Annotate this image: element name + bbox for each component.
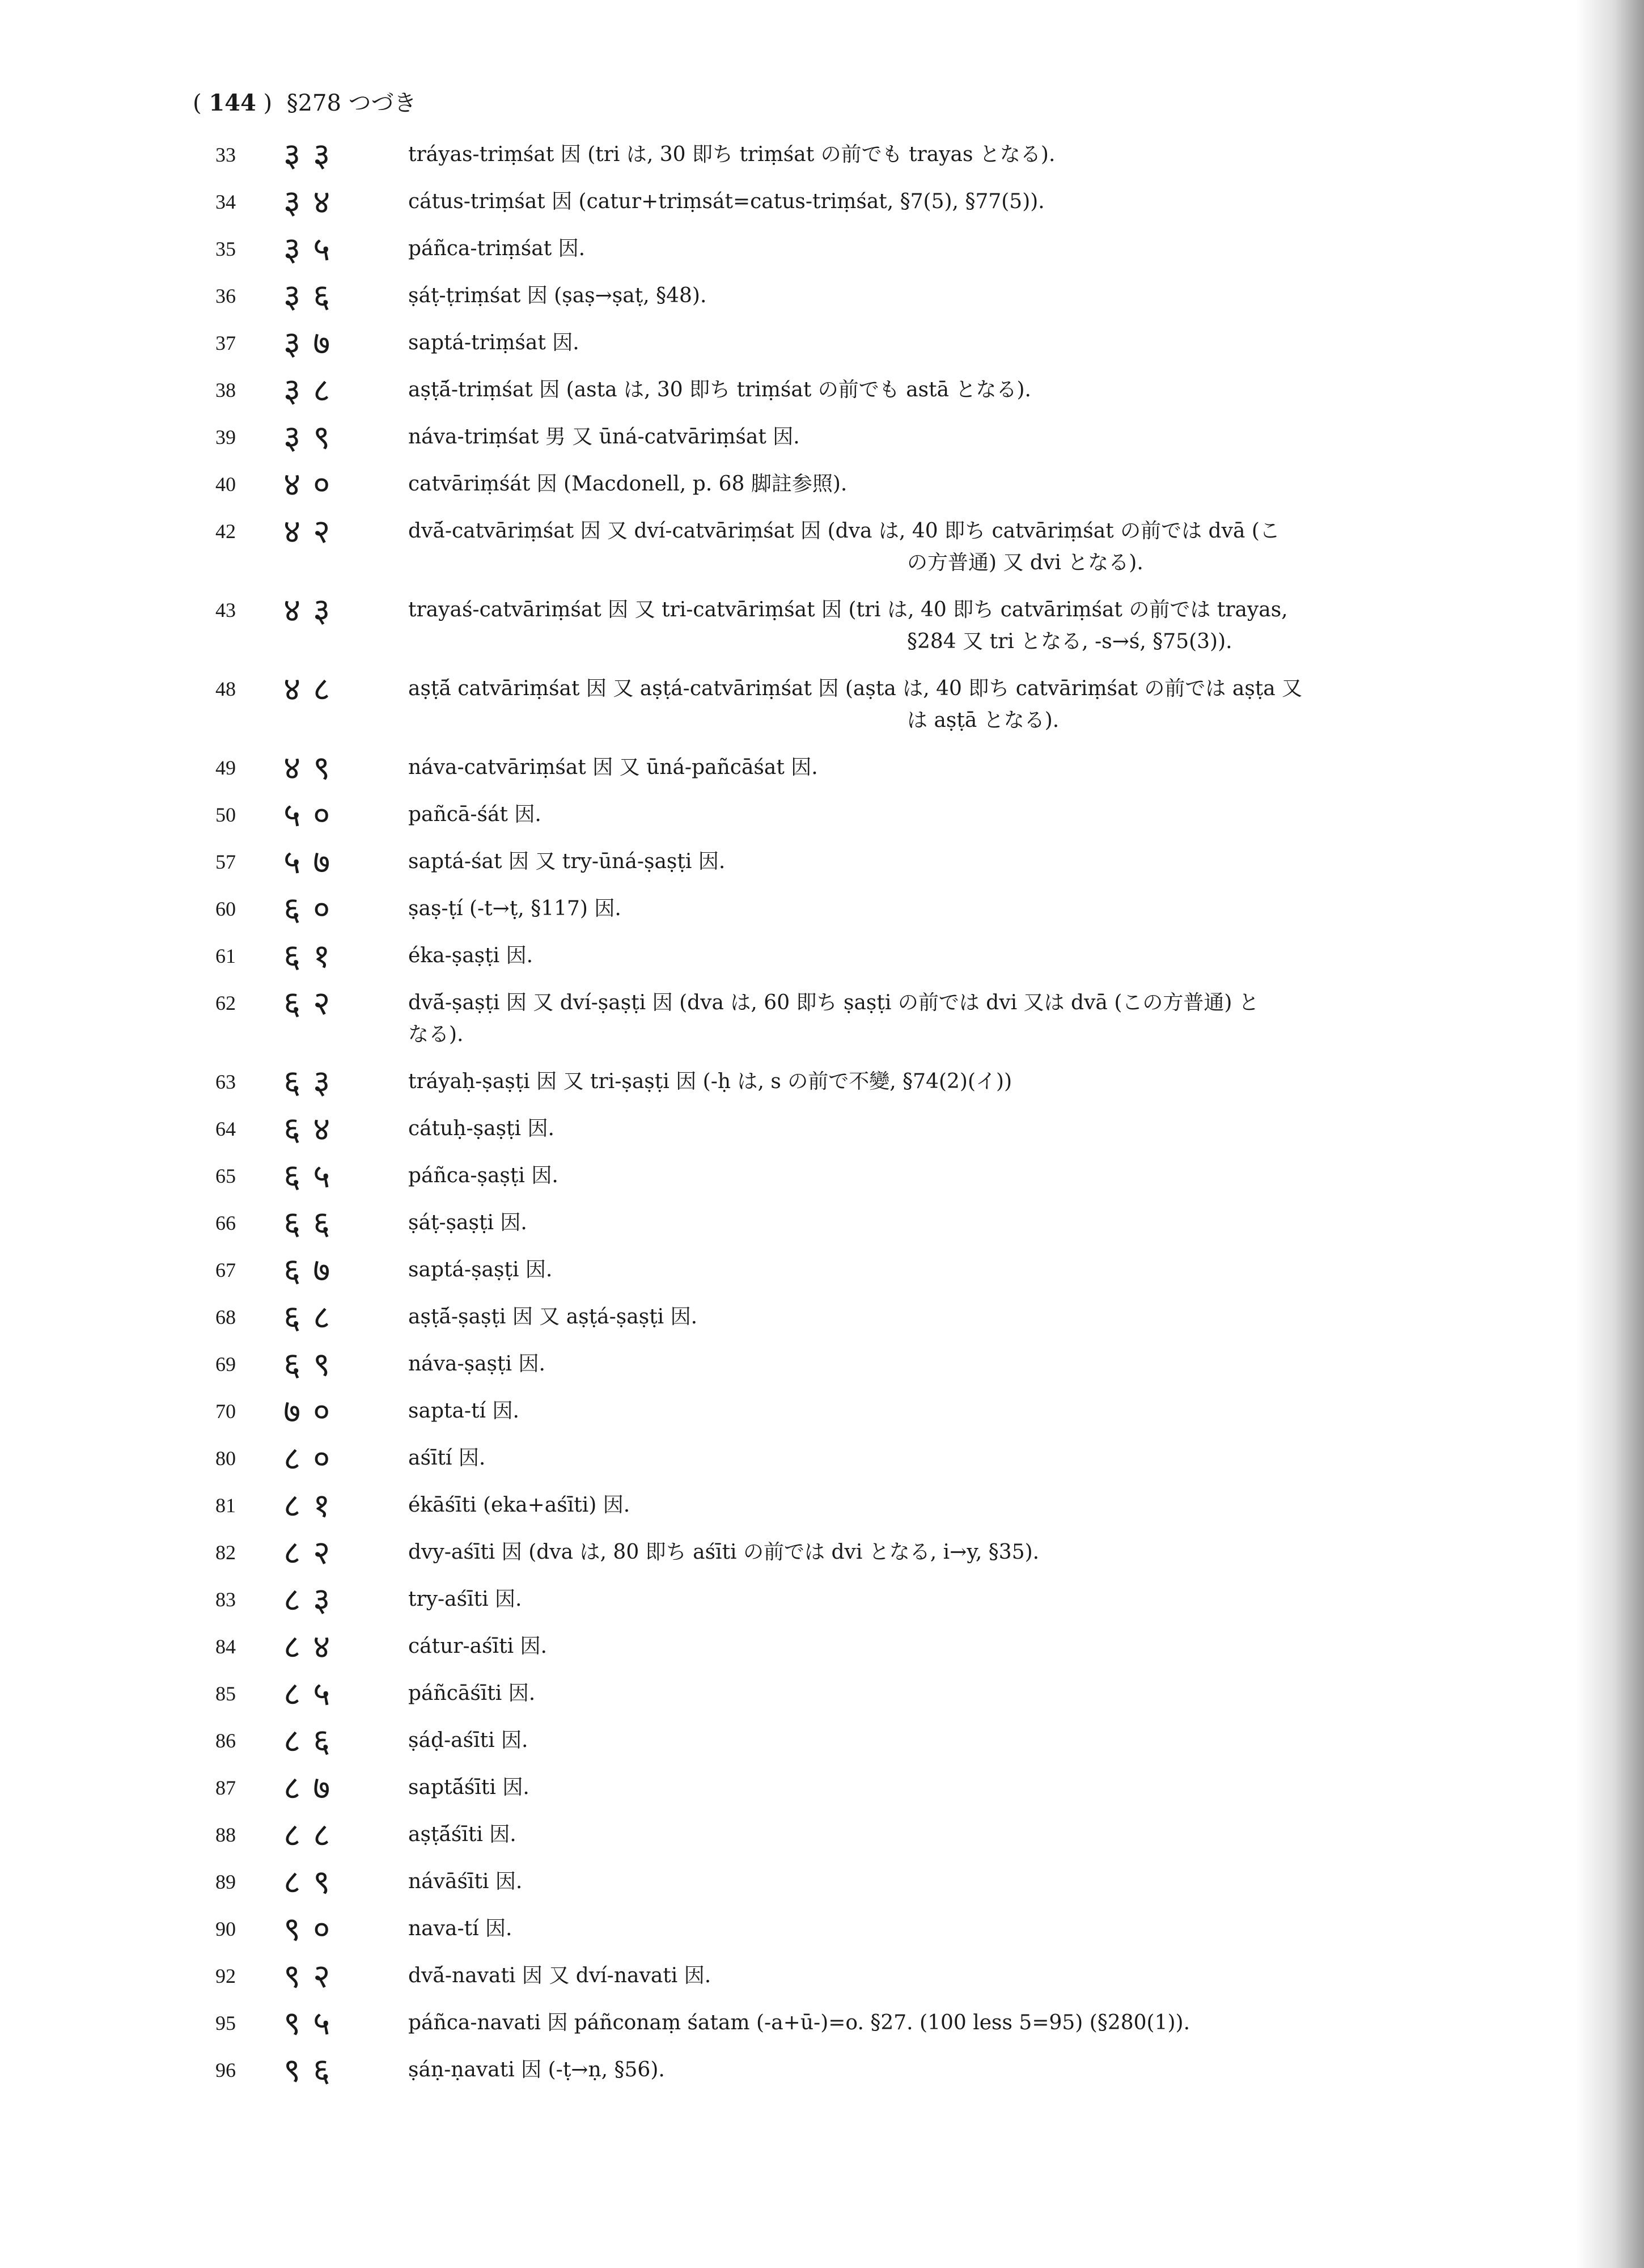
entry-number: 39	[215, 426, 236, 448]
devanagari-numeral: ८४	[283, 1627, 343, 1666]
entry-text	[408, 893, 1463, 925]
devanagari-numeral: ६८	[283, 1298, 343, 1336]
section-title: §278 つづき	[286, 90, 417, 116]
entry-line: ṣáṭ-ṭriṃśat 因 (ṣaṣ→ṣaṭ, §48).	[408, 284, 707, 307]
devanagari-numeral: ३७	[283, 324, 343, 362]
numeral-entry	[215, 230, 1463, 268]
entry-line: páñca-triṃśat 因.	[408, 237, 586, 260]
entry-number: 84	[215, 1635, 236, 1658]
numeral-entry	[215, 1721, 1463, 1760]
entry-number: 87	[215, 1776, 236, 1799]
entry-line: saptá-ṣaṣṭi 因.	[408, 1258, 553, 1281]
entry-text	[408, 468, 1463, 500]
devanagari-numeral: ६७	[283, 1251, 343, 1289]
devanagari-numeral: ४३	[283, 591, 343, 629]
entry-number: 83	[215, 1588, 236, 1611]
numeral-entry	[215, 843, 1463, 881]
devanagari-numeral: ८१	[283, 1486, 343, 1525]
entry-line: náva-ṣaṣṭi 因.	[408, 1352, 545, 1376]
entry-number: 60	[215, 898, 236, 920]
numeral-entry	[215, 2051, 1463, 2089]
entry-line: aṣṭā́ catvāriṃśat 因 又 aṣṭá-catvāriṃśat 因 (aṣta は, 40 即ち catvāriṃśat の前では aṣṭa 又	[408, 677, 1303, 700]
entry-line: páñca-navati 因 páñconaṃ śatam (-a+ū-)=o. §27. (100 less 5=95) (§280(1)).	[408, 2011, 1190, 2034]
devanagari-numeral: ८२	[283, 1533, 343, 1572]
numeral-entry	[215, 1533, 1463, 1572]
numeral-entry	[215, 670, 1463, 737]
entry-line: nava-tí 因.	[408, 1917, 512, 1940]
entry-number: 57	[215, 850, 236, 873]
entry-line: pañcā-śát 因.	[408, 803, 541, 826]
entry-text	[408, 139, 1463, 171]
numeral-entry	[215, 1957, 1463, 1995]
entry-line: dvy-aśīti 因 (dva は, 80 即ち aśīti の前では dvi となる, i→y, §35).	[408, 1541, 1040, 1564]
entry-number: 68	[215, 1306, 236, 1328]
entry-number: 69	[215, 1353, 236, 1376]
entry-line: ṣaṣ-ṭí (-t→ṭ, §117) 因.	[408, 897, 621, 920]
numeral-entry	[215, 512, 1463, 579]
numeral-entry	[215, 1674, 1463, 1713]
entry-text	[408, 799, 1463, 831]
devanagari-numeral: ३६	[283, 277, 343, 315]
numeral-entry	[215, 1768, 1463, 1807]
entry-line: cátuḥ-ṣaṣṭi 因.	[408, 1117, 554, 1140]
devanagari-numeral: ९०	[283, 1910, 343, 1948]
page-edge-shadow	[1576, 0, 1644, 2268]
entry-text	[408, 515, 1463, 579]
entry-line: ṣáḍ-aśīti 因.	[408, 1729, 528, 1752]
devanagari-numeral: ७०	[283, 1392, 343, 1431]
entry-number: 49	[215, 756, 236, 779]
devanagari-numeral: ३४	[283, 183, 343, 221]
numeral-entry	[215, 1392, 1463, 1431]
entry-line: saptá-triṃśat 因.	[408, 331, 579, 354]
entry-line: aṣṭā́-ṣaṣṭi 因 又 aṣṭá-ṣaṣṭi 因.	[408, 1305, 698, 1328]
devanagari-numeral: ८९	[283, 1863, 343, 1901]
devanagari-numeral: ३३	[283, 136, 343, 174]
numeral-entry	[215, 984, 1463, 1051]
entry-text	[408, 1678, 1463, 1710]
entry-number: 36	[215, 285, 236, 307]
numeral-entry	[215, 1439, 1463, 1478]
devanagari-numeral: ४८	[283, 670, 343, 708]
entry-number: 86	[215, 1729, 236, 1752]
entry-number: 80	[215, 1447, 236, 1470]
numeral-entry	[215, 1863, 1463, 1901]
entry-text	[408, 1348, 1463, 1380]
entry-number: 37	[215, 332, 236, 354]
entry-text	[408, 1960, 1463, 1992]
entry-text	[408, 1819, 1463, 1851]
devanagari-numeral: ६५	[283, 1157, 343, 1195]
entry-text	[408, 1442, 1463, 1474]
entry-line: sapta-tí 因.	[408, 1399, 519, 1423]
entry-line: trayaś-catvāriṃśat 因 又 tri-catvāriṃśat 因 (tri は, 40 即ち catvāriṃśat の前では trayas,	[408, 598, 1288, 621]
entry-line: try-aśīti 因.	[408, 1588, 522, 1611]
numeral-entry	[215, 591, 1463, 658]
numeral-entry	[215, 324, 1463, 362]
devanagari-numeral: ३८	[283, 371, 343, 409]
entry-line: cátus-triṃśat 因 (catur+triṃsát=catus-triṃśat, §7(5), §77(5)).	[408, 190, 1045, 213]
entry-line: aṣṭā́śīti 因.	[408, 1823, 516, 1846]
entry-number: 82	[215, 1541, 236, 1564]
numeral-entry	[215, 371, 1463, 409]
entry-number: 96	[215, 2059, 236, 2081]
devanagari-numeral: ४०	[283, 465, 343, 503]
entry-text	[408, 327, 1463, 359]
entry-number: 63	[215, 1070, 236, 1093]
numeral-entry	[215, 1251, 1463, 1289]
devanagari-numeral: ६४	[283, 1110, 343, 1148]
devanagari-numeral: ८६	[283, 1721, 343, 1760]
devanagari-numeral: ६१	[283, 937, 343, 975]
entry-line: páñcāśīti 因.	[408, 1682, 536, 1705]
devanagari-numeral: ९५	[283, 2004, 343, 2042]
entry-number: 48	[215, 678, 236, 700]
entry-line: aṣṭā́-triṃśat 因 (asta は, 30 即ち triṃśat の前でも astā となる).	[408, 378, 1032, 401]
numeral-entry	[215, 748, 1463, 787]
entry-line: saptā́śīti 因.	[408, 1776, 529, 1799]
numeral-entry	[215, 1816, 1463, 1854]
numeral-entry	[215, 465, 1463, 503]
entry-text	[408, 280, 1463, 312]
numeral-entry	[215, 2004, 1463, 2042]
page-header: ( 144 ) §278 つづき	[193, 90, 417, 116]
entry-text	[408, 1066, 1463, 1098]
entry-number: 43	[215, 599, 236, 621]
entry-text	[408, 1537, 1463, 1568]
numeral-entry	[215, 1486, 1463, 1525]
entry-number: 89	[215, 1871, 236, 1893]
numeral-entry	[215, 937, 1463, 975]
numeral-entry	[215, 1580, 1463, 1619]
numeral-entry	[215, 1298, 1463, 1336]
entry-number: 38	[215, 379, 236, 401]
entry-number: 88	[215, 1823, 236, 1846]
devanagari-numeral: ६२	[283, 984, 343, 1022]
entry-text	[408, 2007, 1463, 2039]
numeral-entry	[215, 136, 1463, 174]
numeral-entry	[215, 1910, 1463, 1948]
entry-number: 67	[215, 1259, 236, 1281]
numeral-entry	[215, 1345, 1463, 1383]
entry-line: saptá-śat 因 又 try-ūná-ṣaṣṭi 因.	[408, 850, 726, 873]
devanagari-numeral: ४२	[283, 512, 343, 551]
devanagari-numeral: ८३	[283, 1580, 343, 1619]
numeral-entry	[215, 1110, 1463, 1148]
numeral-entry	[215, 1627, 1463, 1666]
devanagari-numeral: ८०	[283, 1439, 343, 1478]
entry-text	[408, 421, 1463, 453]
entry-number: 50	[215, 803, 236, 826]
entry-line: tráyaḥ-ṣaṣṭi 因 又 tri-ṣaṣṭi 因 (-ḥ は, s の前で不變, §74(2)(イ))	[408, 1070, 1012, 1093]
entry-line: catvāriṃśát 因 (Macdonell, p. 68 脚註参照).	[408, 472, 848, 496]
entry-text	[408, 233, 1463, 265]
entry-number: 34	[215, 191, 236, 213]
entry-number: 81	[215, 1494, 236, 1517]
entry-number: 42	[215, 520, 236, 543]
entry-line: dvā́-catvāriṃśat 因 又 dví-catvāriṃśat 因 (dva は, 40 即ち catvāriṃśat の前では dvā (こ	[408, 519, 1280, 543]
entry-line: ṣáṇ-ṇavati 因 (-ṭ→ṇ, §56).	[408, 2058, 665, 2081]
numeral-entry	[215, 183, 1463, 221]
numeral-entry	[215, 1063, 1463, 1101]
entry-number: 92	[215, 1965, 236, 1987]
entry-line: náva-triṃśat 男 又 ūná-catvāriṃśat 因.	[408, 425, 800, 448]
entry-text	[408, 1301, 1463, 1333]
entry-number: 65	[215, 1165, 236, 1187]
entry-number: 70	[215, 1400, 236, 1423]
devanagari-numeral: ८७	[283, 1768, 343, 1807]
devanagari-numeral: ८८	[283, 1816, 343, 1854]
entry-number: 35	[215, 238, 236, 260]
numeral-entry	[215, 796, 1463, 834]
entry-number: 40	[215, 473, 236, 496]
entry-number: 66	[215, 1212, 236, 1234]
devanagari-numeral: ६३	[283, 1063, 343, 1101]
entry-text	[408, 1913, 1463, 1945]
entry-line: návāśīti 因.	[408, 1870, 523, 1893]
devanagari-numeral: ९६	[283, 2051, 343, 2089]
entry-text	[408, 1490, 1463, 1521]
entry-text	[408, 846, 1463, 878]
entry-line: aśītí 因.	[408, 1446, 486, 1470]
entry-line: tráyas-triṃśat 因 (tri は, 30 即ち triṃśat の前でも trayas となる).	[408, 143, 1056, 166]
devanagari-numeral: ४९	[283, 748, 343, 787]
entry-number: 33	[215, 143, 236, 166]
entry-continuation: は aṣṭā となる).	[907, 709, 1060, 732]
entry-text	[408, 1113, 1463, 1145]
entry-number: 62	[215, 992, 236, 1014]
entry-text	[408, 673, 1463, 737]
entry-line: ékāśīti (eka+aśīti) 因.	[408, 1493, 630, 1517]
entry-text	[408, 1207, 1463, 1239]
page-number: 144	[209, 90, 256, 116]
entry-number: 64	[215, 1118, 236, 1140]
devanagari-numeral: ५०	[283, 796, 343, 834]
entry-line: dvā́-navati 因 又 dví-navati 因.	[408, 1964, 711, 1987]
devanagari-numeral: ९२	[283, 1957, 343, 1995]
entry-line: éka-ṣaṣṭi 因.	[408, 944, 533, 967]
entry-text	[408, 186, 1463, 218]
entry-text	[408, 2054, 1463, 2086]
numeral-entry	[215, 418, 1463, 456]
devanagari-numeral: ६९	[283, 1345, 343, 1383]
numeral-entry	[215, 1157, 1463, 1195]
entry-number: 61	[215, 945, 236, 967]
entry-continuation: の方普通) 又 dvi となる).	[907, 551, 1143, 574]
devanagari-numeral: ६६	[283, 1204, 343, 1242]
entry-line: náva-catvāriṃśat 因 又 ūná-pañcāśat 因.	[408, 756, 818, 779]
entry-text	[408, 940, 1463, 972]
numeral-entry	[215, 277, 1463, 315]
entry-text	[408, 1395, 1463, 1427]
entry-line: cátur-aśīti 因.	[408, 1635, 547, 1658]
entry-continuation: なる).	[408, 1023, 464, 1046]
entry-continuation: §284 又 tri となる, -s→ś, §75(3)).	[907, 630, 1232, 653]
entry-number: 95	[215, 2012, 236, 2034]
entry-line: ṣáṭ-ṣaṣṭi 因.	[408, 1211, 527, 1234]
devanagari-numeral: ३५	[283, 230, 343, 268]
entry-text	[408, 1160, 1463, 1192]
numeral-entry	[215, 890, 1463, 928]
entry-text	[408, 1584, 1463, 1615]
devanagari-numeral: ३९	[283, 418, 343, 456]
entry-number: 90	[215, 1918, 236, 1940]
entry-text	[408, 1631, 1463, 1662]
entry-text	[408, 594, 1463, 658]
numeral-entry	[215, 1204, 1463, 1242]
entry-text	[408, 1725, 1463, 1757]
devanagari-numeral: ६०	[283, 890, 343, 928]
devanagari-numeral: ५७	[283, 843, 343, 881]
entry-text	[408, 752, 1463, 784]
entry-text	[408, 987, 1463, 1051]
entry-text	[408, 1254, 1463, 1286]
entry-line: dvā́-ṣaṣṭi 因 又 dví-ṣaṣṭi 因 (dva は, 60 即ち ṣaṣṭi の前では dvi 又は dvā (この方普通) と	[408, 991, 1259, 1014]
entry-text	[408, 1772, 1463, 1804]
entry-number: 85	[215, 1682, 236, 1705]
devanagari-numeral: ८५	[283, 1674, 343, 1713]
entry-line: páñca-ṣaṣṭi 因.	[408, 1164, 558, 1187]
entry-text	[408, 1866, 1463, 1898]
entry-text	[408, 374, 1463, 406]
numeral-list	[215, 136, 1463, 2101]
